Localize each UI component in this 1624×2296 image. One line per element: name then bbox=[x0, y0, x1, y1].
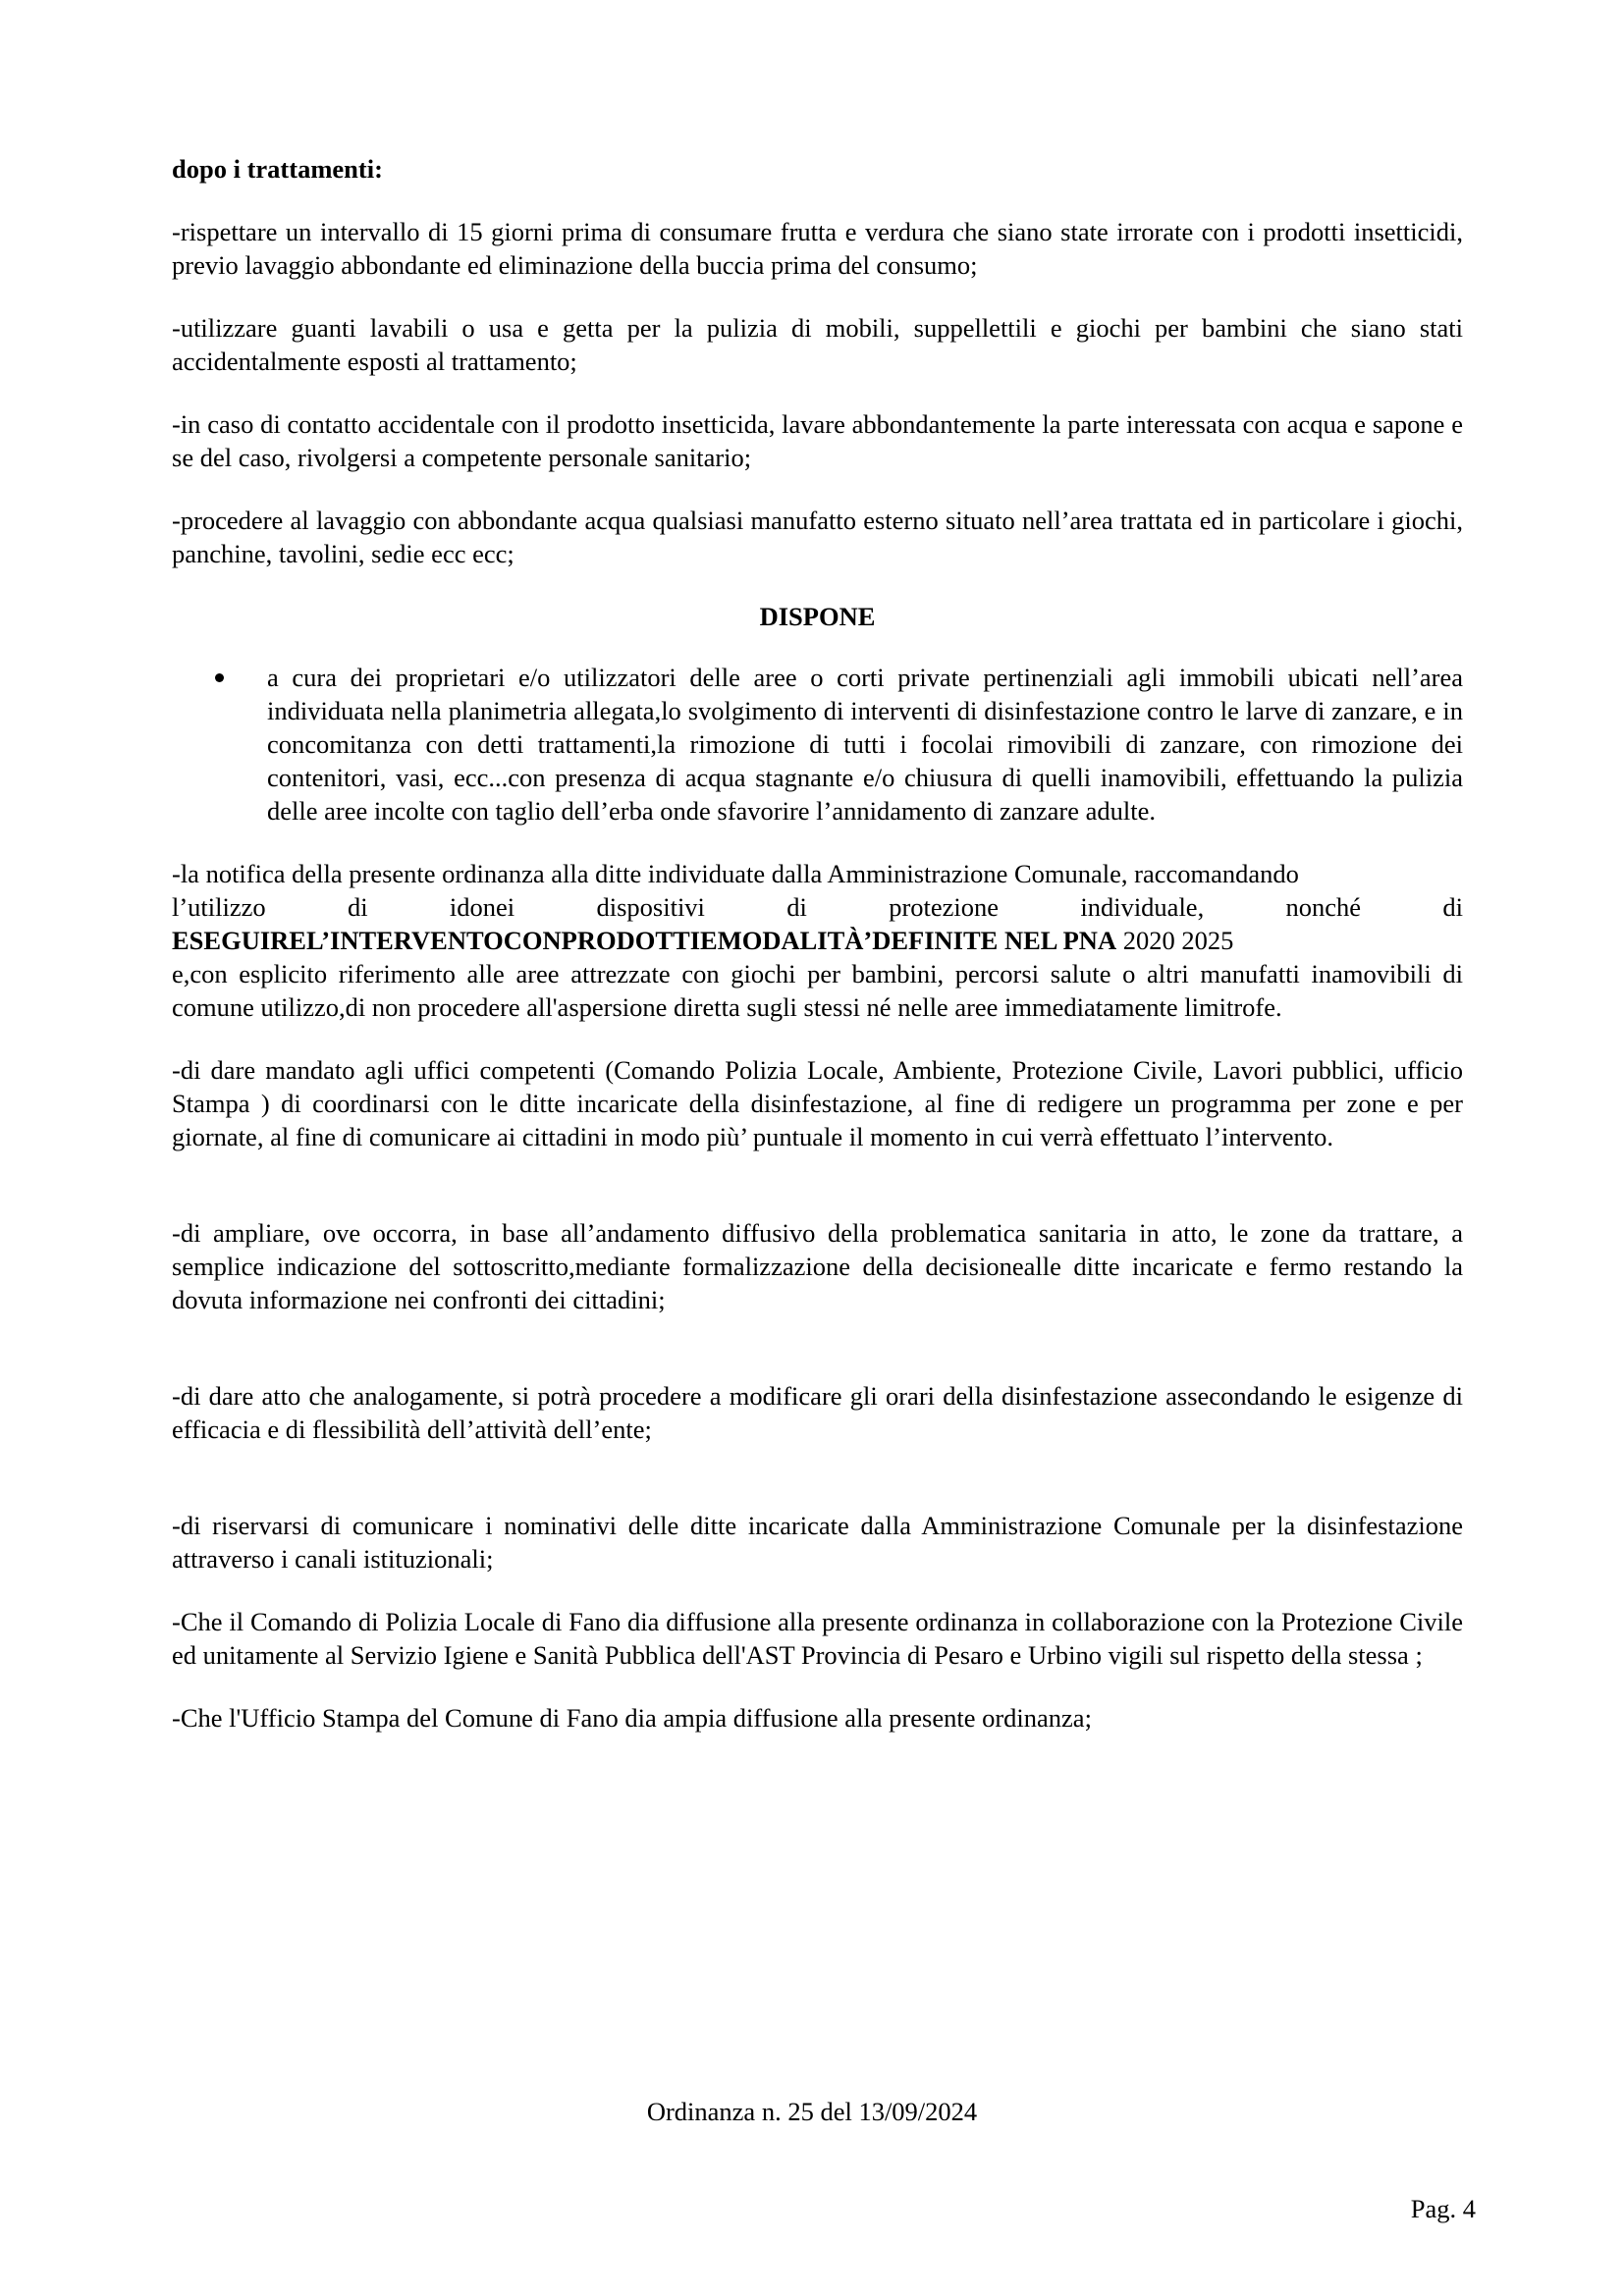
notifica-word: l’utilizzo bbox=[172, 892, 266, 922]
notifica-word: idonei bbox=[449, 892, 515, 922]
paragraph-after-1: -rispettare un intervallo di 15 giorni prima di consumare frutta e verdura che siano state irrorate con i prodotti insetticidi, previo lavaggio abbondante ed eliminazione della buccia prima del consumo; bbox=[172, 217, 1463, 280]
notifica-paragraph bbox=[172, 857, 1463, 1024]
notifica-word: di bbox=[786, 892, 807, 922]
notifica-years: 2020 2025 bbox=[1116, 926, 1234, 955]
dispone-title: DISPONE bbox=[759, 602, 876, 631]
notifica-word: di bbox=[347, 892, 368, 922]
paragraph-dispone-2: -di ampliare, ove occorra, in base all’andamento diffusivo della problematica sanitaria in atto, le zone da trattare, a semplice indicazione del sottoscritto,mediante formalizzazione della decisionealle ditte incaricate e fermo restando la dovuta informazione nei confronti dei cittadini; bbox=[172, 1218, 1463, 1314]
section-heading: dopo i trattamenti: bbox=[172, 154, 383, 184]
notifica-comma: , bbox=[1120, 859, 1128, 888]
notifica-word: di bbox=[1442, 892, 1463, 922]
notifica-line-1-end: raccomandando bbox=[1127, 859, 1299, 888]
paragraph-dispone-5: -Che il Comando di Polizia Locale di Fano dia diffusione alla presente ordinanza in collaborazione con la Protezione Civile ed unitamente al Servizio Igiene e Sanità Pubblica dell'AST Provincia di Pesaro e Urbino vigili sul rispetto della stessa ; bbox=[172, 1607, 1463, 1670]
bullet-list bbox=[172, 661, 1463, 828]
paragraph-dispone-1: -di dare mandato agli uffici competenti (Comando Polizia Locale, Ambiente, Protezione Civile, Lavori pubblici, ufficio Stampa ) di coordinarsi con le ditte incaricate della disinfestazione, al fine di redigere un programma per zone e per giornate, al fine di comunicare ai cittadini in modo più’ puntuale il momento in cui verrà effettuato l’intervento. bbox=[172, 1055, 1463, 1151]
paragraph-dispone-6: -Che l'Ufficio Stampa del Comune di Fano dia ampia diffusione alla presente ordinanza; bbox=[172, 1703, 1092, 1733]
paragraph-after-3: -in caso di contatto accidentale con il prodotto insetticida, lavare abbondantemente la parte interessata con acqua e sapone e se del caso, rivolgersi a competente personale sanitario; bbox=[172, 409, 1463, 472]
bullet-text: a cura dei proprietari e/o utilizzatori delle aree o corti private pertinenziali agli immobili ubicati nell’area individuata nella planimetria allegata,lo svolgimento di interventi di disinfestazione contro le larve di zanzare, e in concomitanza con detti trattamenti,la rimozione di tutti i focolai rimovibili di zanzare, con rimozione dei contenitori, vasi, ecc...con presenza di acqua stagnante e/o chiusura di quelli inamovibili, effettuando la pulizia delle aree incolte con taglio dell’erba onde sfavorire l’annidamento di zanzare adulte. bbox=[267, 663, 1463, 826]
document-body bbox=[172, 152, 1463, 1764]
footer-ordinanza: Ordinanza n. 25 del 13/09/2024 bbox=[646, 2097, 978, 2126]
notifica-line-1-text: -la notifica della presente ordinanza alla ditte individuate dalla Amministrazione Comunale bbox=[172, 859, 1121, 888]
bullet-dot-icon bbox=[215, 673, 224, 682]
bullet-item bbox=[172, 661, 1463, 828]
notifica-word: protezione bbox=[889, 892, 1000, 922]
notifica-word: individuale, bbox=[1080, 892, 1205, 922]
paragraph-dispone-3: -di dare atto che analogamente, si potrà procedere a modificare gli orari della disinfestazione assecondando le esigenze di efficacia e di flessibilità dell’attività dell’ente; bbox=[172, 1381, 1463, 1444]
paragraph-after-2: -utilizzare guanti lavabili o usa e getta per la pulizia di mobili, suppellettili e giochi per bambini che siano stati accidentalmente esposti al trattamento; bbox=[172, 313, 1463, 376]
notifica-line-1 bbox=[172, 857, 1463, 890]
notifica-bold-text: ESEGUIREL’INTERVENTOCONPRODOTTIEMODALITÀ’DEFINITE NEL PNA bbox=[172, 926, 1117, 955]
paragraph-dispone-4: -di riservarsi di comunicare i nominativi delle ditte incaricate dalla Amministrazione Comunale per la disinfestazione attraverso i canali istituzionali; bbox=[172, 1511, 1463, 1574]
notifica-line-3 bbox=[172, 924, 1463, 957]
notifica-word: dispositivi bbox=[596, 892, 705, 922]
paragraph-after-4: -procedere al lavaggio con abbondante acqua qualsiasi manufatto esterno situato nell’area trattata ed in particolare i giochi, panchine, tavolini, sedie ecc ecc; bbox=[172, 506, 1463, 568]
notifica-line-2 bbox=[172, 890, 1463, 924]
notifica-word: nonché bbox=[1285, 892, 1362, 922]
notifica-line-4: e,con esplicito riferimento alle aree attrezzate con giochi per bambini, percorsi salute o altri manufatti inamovibili di comune utilizzo,di non procedere all'aspersione diretta sugli stessi né nelle aree immediatamente limitrofe. bbox=[172, 959, 1463, 1022]
page-number: Pag. 4 bbox=[1410, 2194, 1476, 2223]
